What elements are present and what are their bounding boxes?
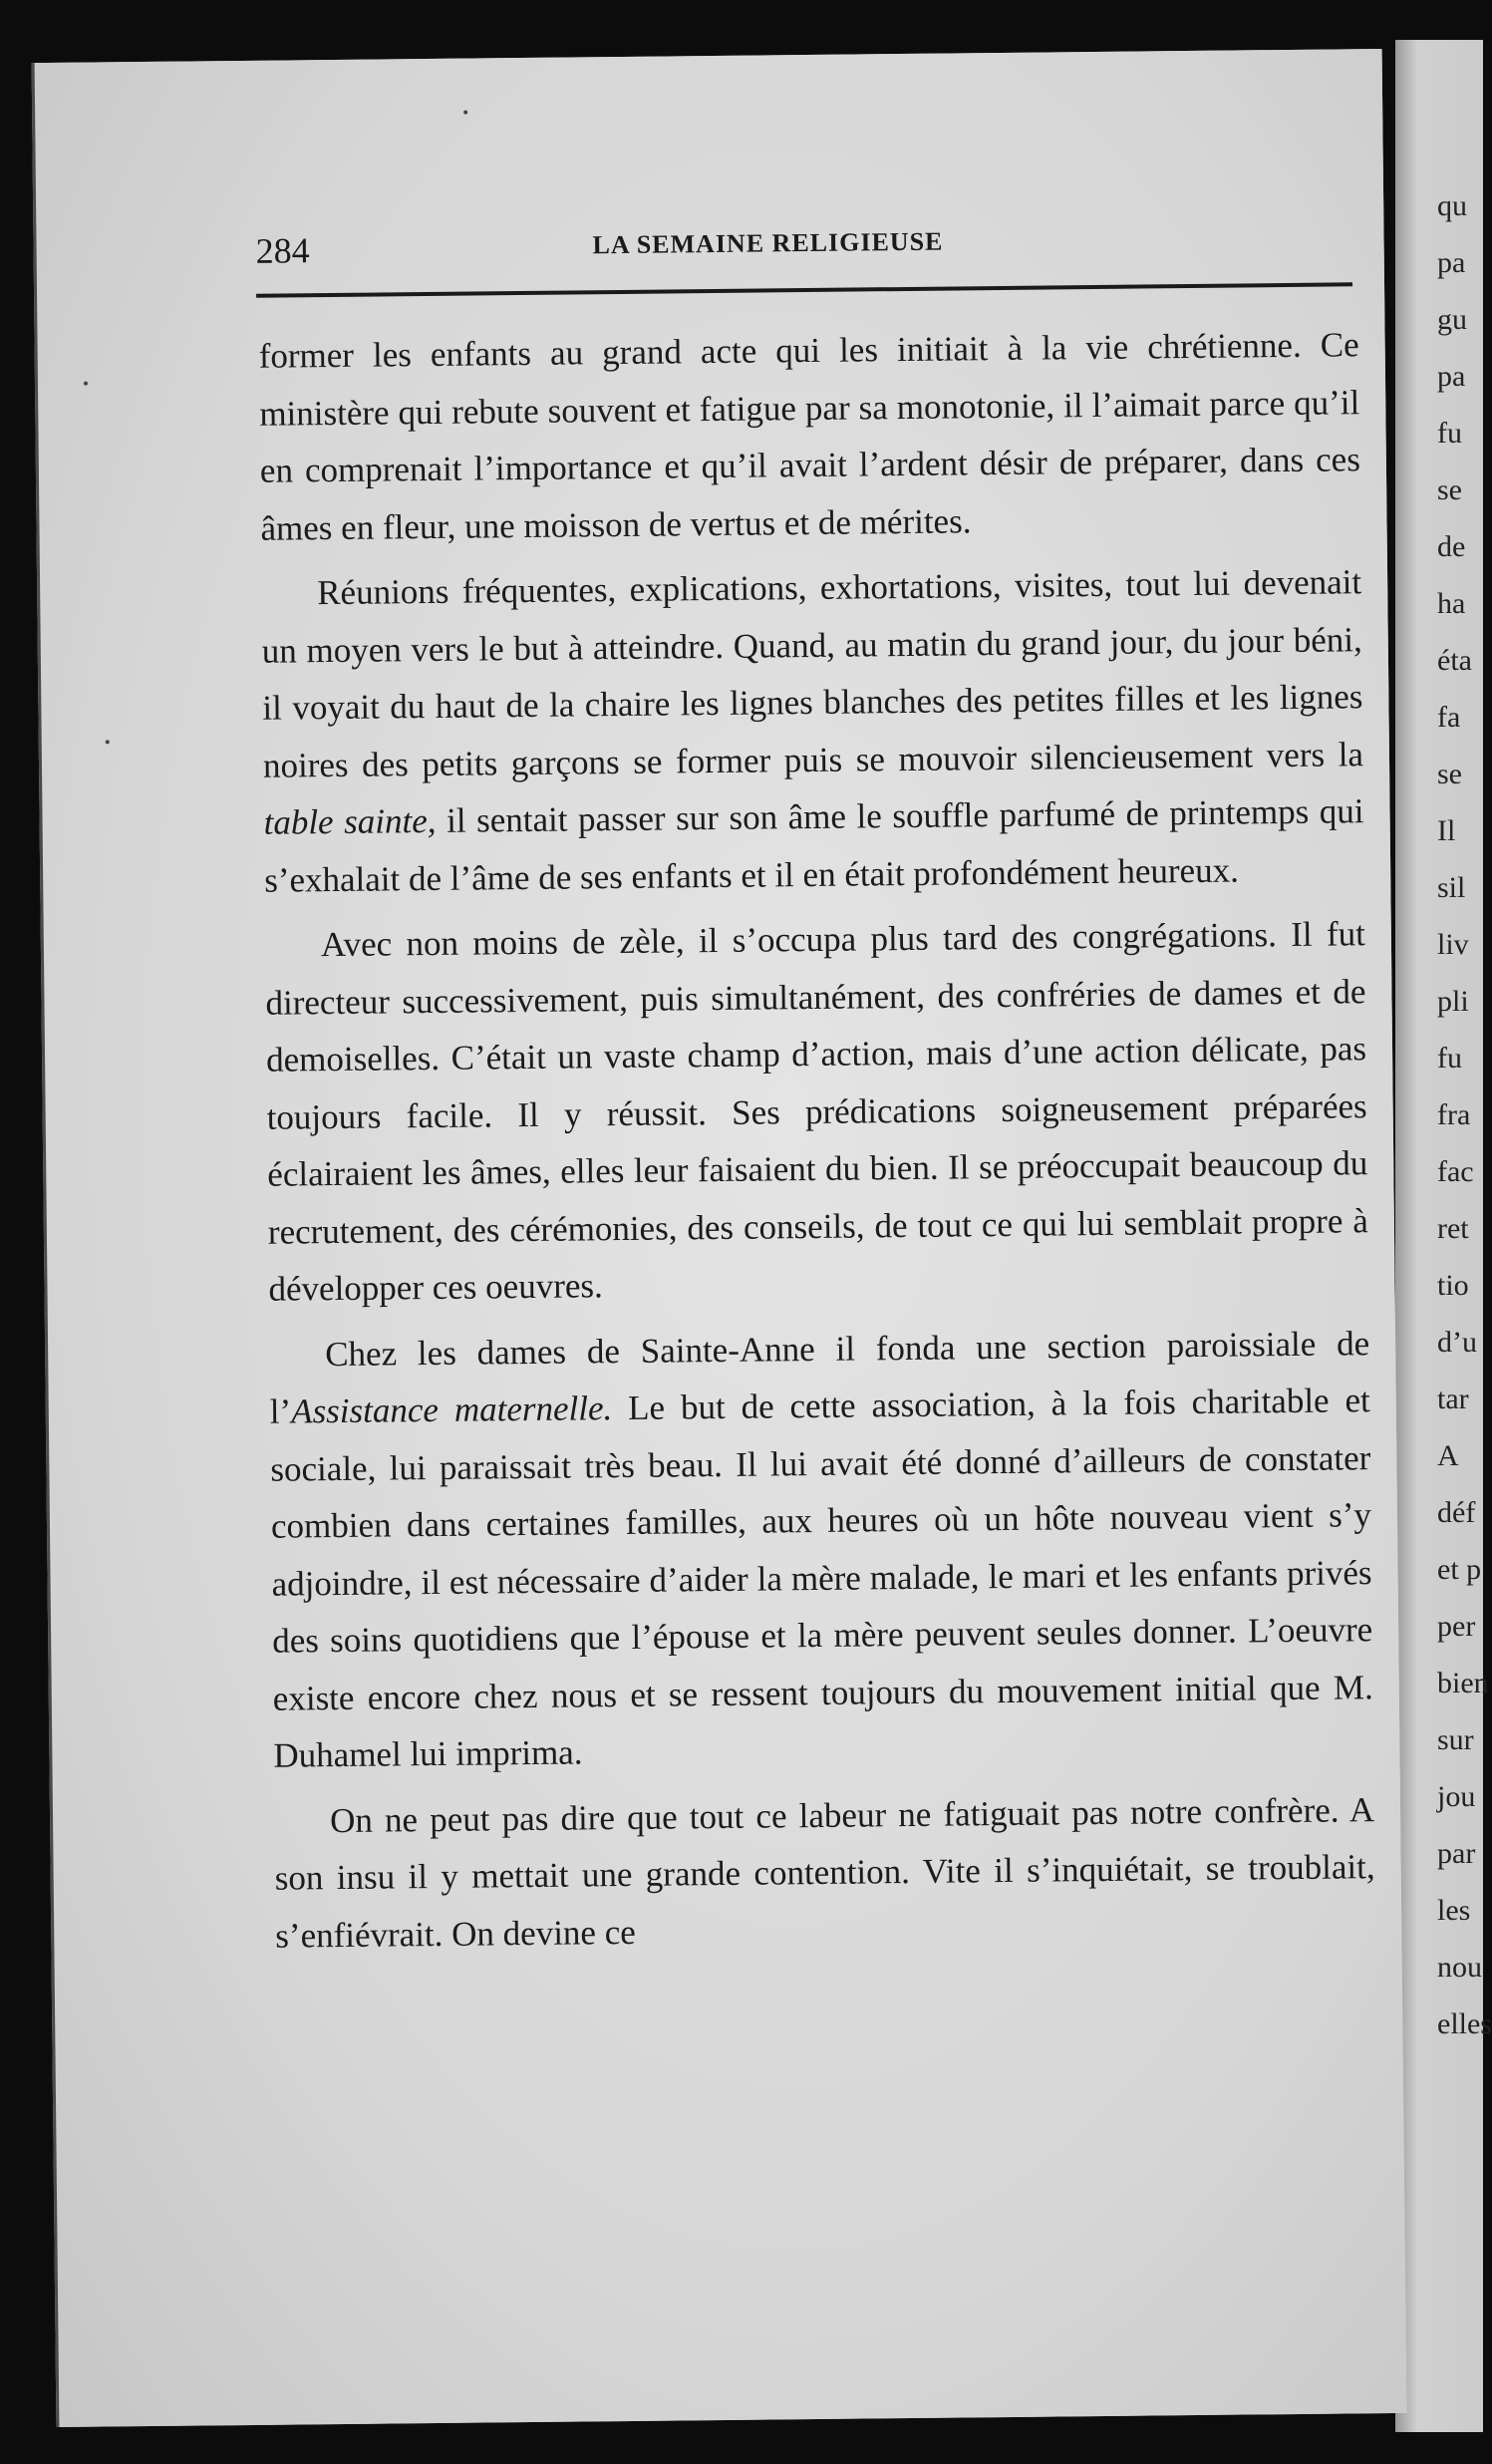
- adjacent-page-fragment: par: [1437, 1837, 1476, 1870]
- paragraph-text: Avec non moins de zèle, il s’occupa plus tard des congrégations. Il fut directeur successivement, puis simultanément, des confréries de dames et de demoiselles. C’était un vaste champ d’action, mais d’une action délicate, pas toujours facile. Il y réussit. Ses prédications soigneusement préparées éclairaient les âmes, elles leur faisaient du bien. Il se préoccupait beaucoup du recrutement, des cérémonies, des conseils, de tout ce qui lui semblait propre à développer ces oeuvres.: [265, 914, 1369, 1309]
- adjacent-page-fragment: jou: [1437, 1780, 1476, 1813]
- adjacent-page-fragment: les: [1437, 1894, 1471, 1927]
- adjacent-page-fragment: fac: [1437, 1155, 1474, 1188]
- paragraph-text: On ne peut pas dire que tout ce labeur ne fatiguait pas notre confrère. A son insu il y mettait une grande contention. Vite il s’inquiétait, se troublait, s’enfiévrait. On devine ce: [274, 1789, 1375, 1956]
- adjacent-page-fragment: qu: [1437, 189, 1467, 222]
- adjacent-page-fragment: fa: [1437, 701, 1461, 734]
- adjacent-page-fragment: gu: [1437, 303, 1467, 336]
- adjacent-page-fragment: pli: [1437, 985, 1469, 1018]
- adjacent-page-fragment: ret: [1437, 1212, 1469, 1245]
- adjacent-page-fragment: Il: [1437, 814, 1456, 847]
- page-header: [255, 218, 1352, 298]
- adjacent-page-fragment: fra: [1437, 1098, 1471, 1131]
- book-page: [32, 49, 1407, 2427]
- adjacent-page-fragment: bien: [1437, 1667, 1489, 1699]
- adjacent-page-fragment: per: [1437, 1610, 1476, 1643]
- adjacent-page-fragment: fu: [1437, 1042, 1462, 1075]
- adjacent-page-fragment: pa: [1437, 246, 1466, 279]
- adjacent-page-fragment: d’u: [1437, 1326, 1477, 1359]
- adjacent-page-fragment: de: [1437, 530, 1466, 563]
- paragraph-text: former les enfants au grand acte qui les initiait à la vie chrétienne. Ce ministère qui rebute souvent et fatigue par sa monotonie, il l’aimait parce qu’il en comprenait l’importance et qu’il avait l’ardent désir de préparer, dans ces âmes en fleur, une moisson de vertus et de mérites.: [258, 325, 1361, 548]
- paper-speck: [106, 740, 110, 744]
- paragraph: [261, 553, 1365, 909]
- italic-text: Assistance maternelle.: [290, 1388, 613, 1431]
- adjacent-page-fragment: sur: [1437, 1723, 1474, 1756]
- body-text: [258, 316, 1375, 1964]
- paper-speck: [463, 111, 467, 115]
- paragraph: [274, 1781, 1376, 1965]
- adjacent-page-fragment: déf: [1437, 1496, 1476, 1529]
- adjacent-page-fragment: fu: [1437, 417, 1462, 450]
- paragraph-text: Chez les dames de Sainte-Anne il fonda une section paroissiale de l’: [269, 1323, 1370, 1431]
- paragraph: [265, 905, 1369, 1318]
- paragraph-text: Le but de cette association, à la fois charitable et sociale, lui paraissait très beau. Il lui avait été donné d’ailleurs de constater combien dans certaines familles, aux heures où un hôte nouveau vient s’y adjoindre, il est nécessaire d’aider la mère malade, le mari et les enfants privés des soins quotidiens que l’épouse et la mère peuvent seules donner. L’oeuvre existe encore chez nous et se ressent toujours du mouvement initial que M. Duhamel lui imprima.: [270, 1381, 1373, 1775]
- paragraph: [269, 1315, 1374, 1785]
- adjacent-page-fragment: liv: [1437, 928, 1469, 961]
- adjacent-page-fragment: nou: [1437, 1951, 1482, 1984]
- paragraph-text: il sentait passer sur son âme le souffle parfumé de printemps qui s’exhalait de l’âme de ses enfants et il en était profondément heureux.: [264, 791, 1364, 900]
- adjacent-page-edge: [1395, 40, 1492, 2432]
- paragraph: [258, 316, 1360, 557]
- italic-text: table sainte,: [263, 800, 437, 842]
- adjacent-page-fragment: sil: [1437, 871, 1466, 904]
- adjacent-page-fragment: éta: [1437, 644, 1472, 677]
- adjacent-page-fragment: tar: [1437, 1383, 1469, 1415]
- adjacent-page-fragment: et p: [1437, 1553, 1482, 1586]
- adjacent-page-fragment: se: [1437, 758, 1462, 790]
- adjacent-page-fragment: tio: [1437, 1269, 1469, 1302]
- paper-speck: [84, 382, 88, 386]
- page-number: 284: [255, 230, 310, 271]
- adjacent-page-fragment: pa: [1437, 360, 1466, 393]
- paragraph-text: Réunions fréquentes, explications, exhortations, visites, tout lui devenait un moyen vers le but à atteindre. Quand, au matin du grand jour, du jour béni, il voyait du haut de la chaire les lignes blanches des petites filles et les lignes noires des petits garçons se former puis se mouvoir silencieusement vers la: [261, 562, 1364, 785]
- running-head: LA SEMAINE RELIGIEUSE: [592, 226, 944, 260]
- adjacent-page-fragment: A: [1437, 1439, 1459, 1472]
- adjacent-page-fragment: elles: [1437, 2007, 1492, 2040]
- adjacent-page-fragment: se: [1437, 473, 1462, 506]
- adjacent-page-fragment: ha: [1437, 587, 1466, 620]
